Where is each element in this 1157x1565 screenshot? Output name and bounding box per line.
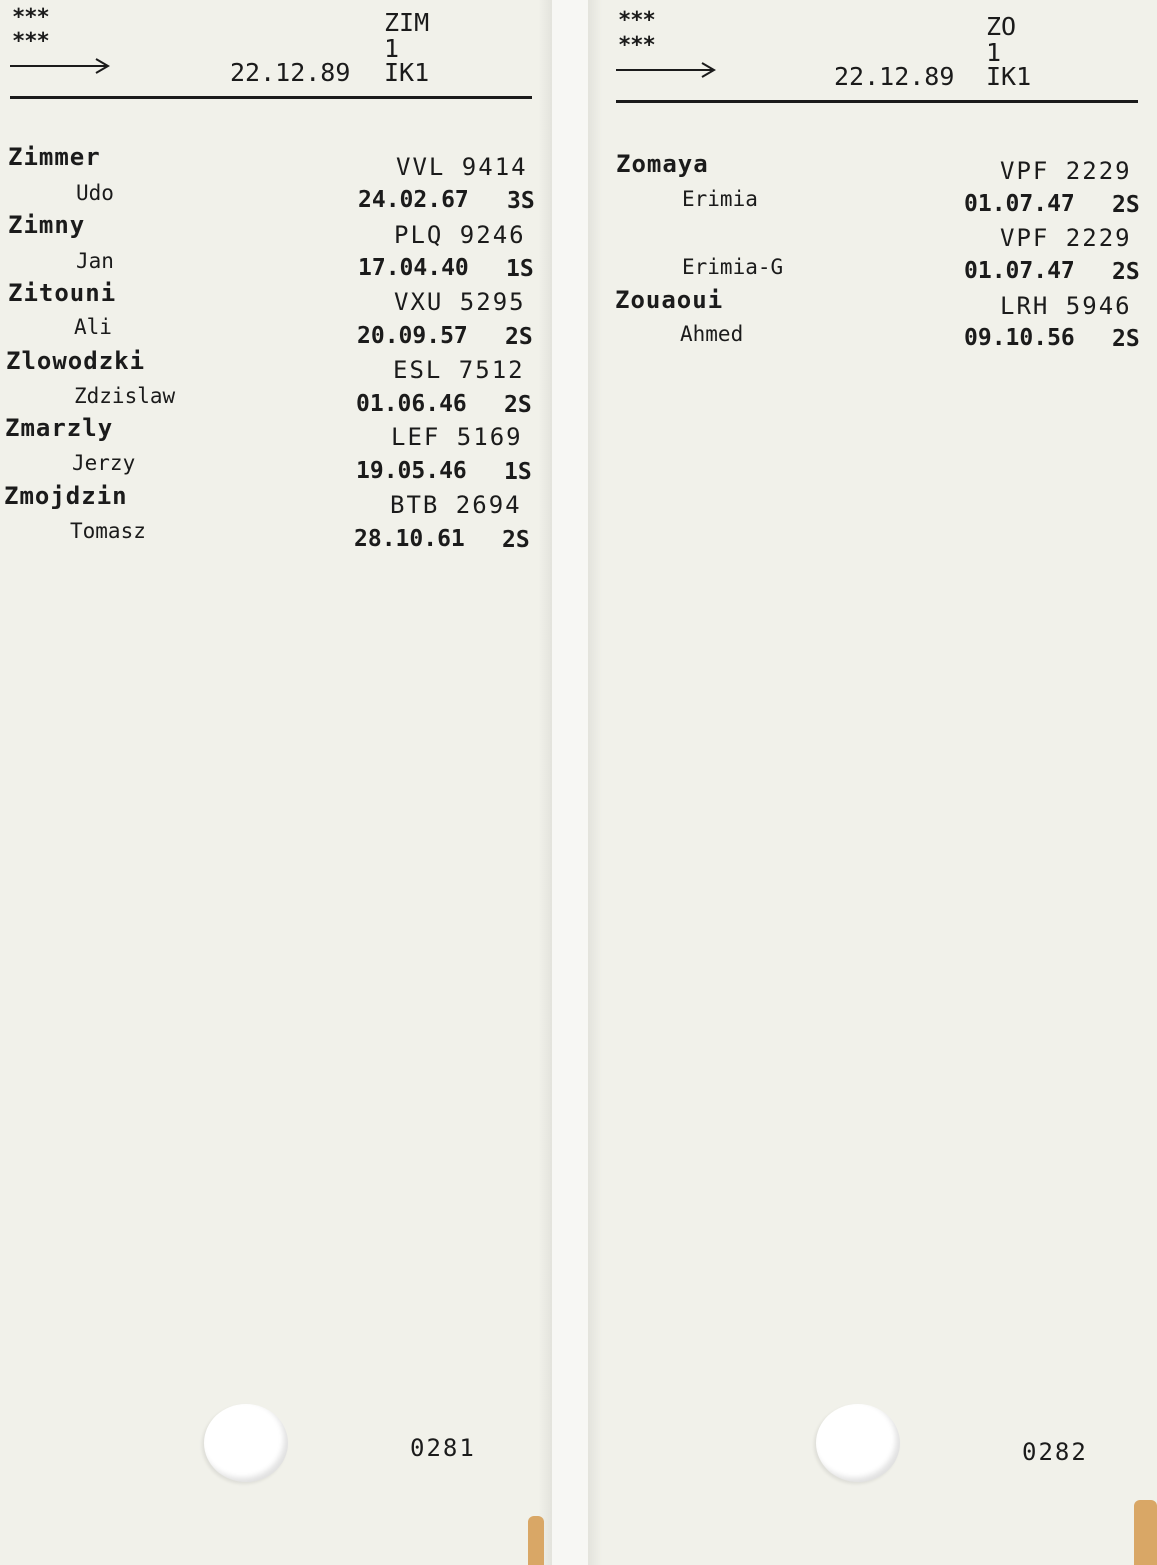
entry-given-name: Zdzislaw [74, 384, 176, 408]
paper-stain [1134, 1500, 1157, 1565]
card-edge-shadow [588, 0, 602, 1565]
entry-code: VVL 9414 [396, 153, 528, 181]
entry-given-name: Tomasz [70, 519, 146, 543]
entry-surname: Zmojdzin [4, 482, 128, 510]
entry-birth-date: 24.02.67 [358, 187, 469, 213]
entry-given-name: Erimia [682, 187, 758, 211]
card-number: 0281 [410, 1434, 476, 1462]
card-suffix: IK1 [384, 58, 430, 87]
entry-birth-date: 09.10.56 [964, 325, 1075, 351]
entry-given-name: Udo [76, 181, 114, 205]
entry-given-name: Ahmed [680, 322, 744, 346]
index-card-left [0, 0, 552, 1565]
stars-line-2: *** [12, 29, 49, 54]
card-code: ZO [986, 12, 1017, 41]
card-section-number: 1 [986, 38, 1002, 67]
entry-code: LEF 5169 [391, 423, 523, 451]
entry-code: BTB 2694 [390, 491, 522, 519]
card-gap [552, 0, 588, 1565]
entry-code: VPF 2229 [1000, 224, 1132, 252]
entry-given-name: Erimia-G [682, 255, 784, 279]
card-date: 22.12.89 [230, 58, 351, 87]
card-number: 0282 [1022, 1438, 1088, 1466]
entry-surname: Zitouni [8, 279, 117, 307]
entry-code: LRH 5946 [1000, 292, 1132, 320]
stars-line-1: *** [12, 5, 49, 30]
entry-birth-date: 17.04.40 [358, 255, 469, 281]
entry-class: 2S [1112, 192, 1140, 218]
header-rule [616, 100, 1138, 103]
entry-class: 1S [506, 256, 534, 282]
entry-class: 3S [507, 188, 535, 214]
entry-surname: Zimny [8, 211, 86, 239]
entry-code: PLQ 9246 [394, 221, 526, 249]
punch-hole [204, 1404, 288, 1482]
entry-code: VXU 5295 [394, 288, 526, 316]
arrow-right-icon [616, 60, 716, 80]
header-rule [10, 96, 532, 99]
card-section-number: 1 [384, 34, 400, 63]
index-card-right [588, 0, 1157, 1565]
entry-class: 2S [1112, 326, 1140, 352]
entry-birth-date: 19.05.46 [356, 458, 467, 484]
entry-code: VPF 2229 [1000, 157, 1132, 185]
punch-hole [816, 1404, 900, 1482]
entry-surname: Zimmer [8, 143, 101, 171]
entry-birth-date: 01.07.47 [964, 191, 1075, 217]
entry-code: ESL 7512 [393, 356, 525, 384]
entry-birth-date: 28.10.61 [354, 526, 465, 552]
entry-class: 2S [502, 527, 530, 553]
card-edge-shadow [538, 0, 552, 1565]
entry-given-name: Ali [74, 315, 112, 339]
card-code: ZIM [384, 8, 430, 37]
stars-line-1: *** [618, 8, 655, 33]
card-suffix: IK1 [986, 62, 1032, 91]
entry-class: 2S [1112, 259, 1140, 285]
entry-birth-date: 01.07.47 [964, 258, 1075, 284]
entry-surname: Zomaya [616, 150, 709, 178]
entry-surname: Zouaoui [615, 286, 724, 314]
entry-surname: Zlowodzki [6, 347, 146, 375]
entry-class: 2S [504, 392, 532, 418]
paper-stain [528, 1516, 544, 1565]
entry-given-name: Jan [76, 249, 114, 273]
entry-surname: Zmarzly [5, 414, 114, 442]
entry-birth-date: 20.09.57 [357, 323, 468, 349]
arrow-right-icon [10, 56, 110, 76]
entry-class: 1S [504, 459, 532, 485]
entry-class: 2S [505, 324, 533, 350]
entry-given-name: Jerzy [72, 451, 136, 475]
card-date: 22.12.89 [834, 62, 955, 91]
stars-line-2: *** [618, 33, 655, 58]
entry-birth-date: 01.06.46 [356, 391, 467, 417]
